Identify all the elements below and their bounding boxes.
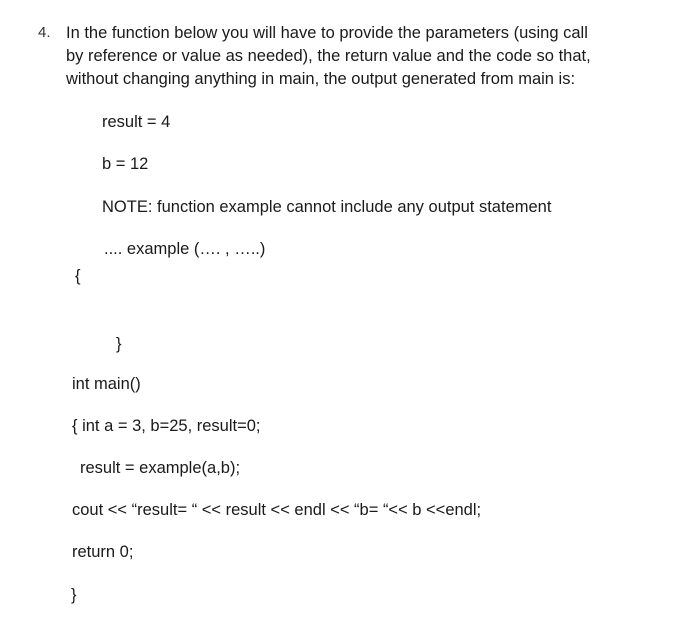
function-signature: .... example (…. , …..) [104, 240, 266, 258]
question-line: without changing anything in main, the output generated from main is: [66, 70, 576, 88]
question-line: In the function below you will have to provide the parameters (using call [66, 24, 588, 42]
note-text: NOTE: function example cannot include any output statement [102, 198, 552, 216]
output-result-line: result = 4 [102, 113, 171, 131]
main-call: result = example(a,b); [80, 459, 241, 477]
question-text [66, 22, 646, 91]
question-line: by reference or value as needed), the return value and the code so that, [66, 47, 591, 65]
question-number: 4. [38, 24, 51, 41]
main-declaration: { int a = 3, b=25, result=0; [72, 417, 261, 435]
main-cout: cout << “result= “ << result << endl << “b= “<< b <<endl; [72, 501, 482, 519]
function-open-brace: { [75, 267, 81, 285]
main-close-brace: } [71, 586, 77, 604]
main-return: return 0; [72, 543, 134, 561]
main-header: int main() [72, 375, 141, 393]
function-close-brace: } [116, 335, 122, 353]
output-b-line: b = 12 [102, 155, 149, 173]
